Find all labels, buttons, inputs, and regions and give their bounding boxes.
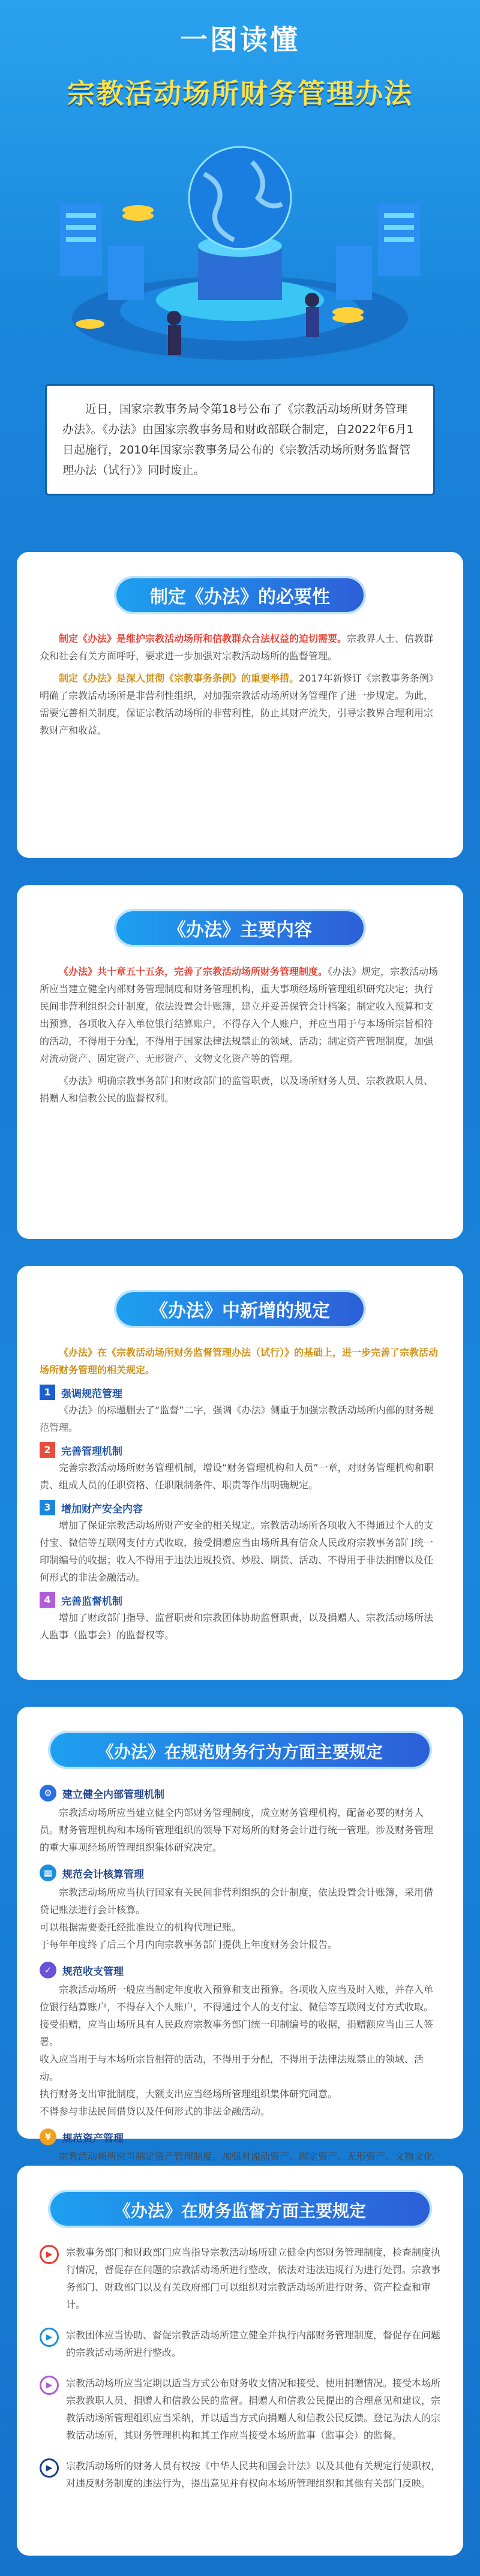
section-title-financial-conduct: 《办法》在规范财务行为方面主要规定 [48, 1731, 432, 1769]
play-icon: ▶ [40, 2328, 59, 2347]
conduct-item-text: 宗教活动场所应当制定资产管理制度，加强对流动资产、固定资产、无形资产、文物文化 [59, 2151, 434, 2162]
number-badge: 2 [40, 1442, 55, 1458]
section-title-necessity: 制定《办法》的必要性 [114, 576, 366, 614]
conduct-item-title: 规范会计核算管理 [62, 1868, 144, 1881]
globe-server-illustration [36, 120, 444, 378]
gear-icon: ⚙ [40, 1785, 56, 1802]
new-rules-highlight: 《办法》在《宗教活动场所财务监督管理办法（试行）》的基础上，进一步完善了宗教活动场所财务管理的相关规定。 [40, 1347, 439, 1376]
section-new-rules [17, 1266, 463, 1680]
necessity-para-1 [40, 630, 440, 665]
number-badge: 4 [40, 1592, 55, 1608]
new-rule-title: 增加财产安全内容 [61, 1503, 143, 1515]
new-rule-text: 增加了财政部门指导、监督职责和宗教团体协助监督职责，以及捐赠人、宗教活动场所法人监事（监事会）的监督权等。 [40, 1612, 434, 1641]
necessity-body-2: 2017年新修订《宗教事务条例》明确了宗教活动场所是非营利性组织，对加强宗教活动场所财务管理作了进一步规定。为此，需要完善相关制度，保证宗教活动场所的非营利性，防止其财产流失，引导宗教界合理利用宗教财产和收益。 [40, 672, 439, 736]
conduct-item-text: 宗教活动场所应当执行国家有关民间非营利组织的会计制度，依法设置会计账簿，采用借贷记账法进行会计核算。 可以根据需要委托经批准设立的机构代理记账。 于每年年度终了后三个月内向宗教事务部门提供上年度财务会计报告。 [40, 1887, 434, 1950]
new-rule-item [40, 1442, 440, 1494]
new-rules-intro [40, 1344, 440, 1379]
supervision-text: 宗教事务部门和财政部门应当指导宗教活动场所建立健全内部财务管理制度，检查制度执行情况，督促存在问题的宗教活动场所进行整改，依法对违法违规行为进行处罚。宗教事务部门、财政部门以及有关政府部门可以组织对宗教活动场所进行财务、资产检查和审计。 [66, 2247, 441, 2310]
conduct-item-text: 宗教活动场所一般应当制定年度收入预算和支出预算。各项收入应当及时入账，并存入单位银行结算账户，不得存入个人账户，不得通过个人的支付宝、微信等互联网支付方式收取。 接受捐赠，应当由场所具有人民政府宗教事务部门统一印制编号的收据，捐赠额应当由三人签署。 收入应当用于与本场所宗旨相符的活动，不得用于分配，不得用于法律法规禁止的领域、活动。 执行财务支出审批制度，大额支出应当经场所管理组织集体研究同意。 不得参与非法民间借贷以及任何形式的非法金融活动。 [40, 1984, 434, 2117]
section-necessity [17, 552, 463, 858]
play-icon: ▶ [40, 2458, 59, 2478]
conduct-item-title: 建立健全内部管理机制 [62, 1788, 164, 1801]
section-supervision [17, 2166, 463, 2556]
play-icon: ▶ [40, 2245, 59, 2264]
new-rule-item [40, 1500, 440, 1586]
main-content-para-1 [40, 963, 440, 1067]
new-rule-text: 完善宗教活动场所财务管理机制，增设“财务管理机构和人员”一章，对财务管理机构和职责、组成人员的任职资格、任职限制条件、职责等作出明确规定。 [40, 1462, 434, 1491]
section-title-new-rules: 《办法》中新增的规定 [114, 1290, 366, 1328]
conduct-item-title: 规范收支管理 [62, 1965, 124, 1978]
supervision-text: 宗教活动场所应当定期以适当方式公布财务收支情况和接受、使用捐赠情况。接受本场所宗教教职人员、捐赠人和信教公民的监督。捐赠人和信教公民提出的合理意见和建议，宗教活动场所管理组织应当采纳，并以适当方式向捐赠人和信教公民反馈。登记为法人的宗教活动场所，其财务管理机构和其工作应当接受本场所监事（监事会）的监督。 [66, 2377, 441, 2441]
main-content-body-1: 《办法》规定，宗教活动场所应当建立健全内部财务管理制度和财务管理机构，重大事项经场所管理组织研究决定；执行民间非营利组织会计制度，依法设置会计账簿，建立并妥善保管会计档案；制定收入预算和支出预算，各项收入存入单位银行结算账户，不得存入个人账户，并应当用于与本场所宗旨相符的活动，不得用于分配，不得用于国家法律法规禁止的领域、活动；制定资产管理制度，加强对流动资产、固定资产、无形资产、文物文化资产等的管理。 [40, 966, 439, 1064]
play-icon: ▶ [40, 2376, 59, 2395]
section-main-content [17, 885, 463, 1239]
section-financial-conduct [17, 1707, 463, 2162]
coin-icon: ¥ [40, 2128, 56, 2145]
new-rule-text: 《办法》的标题删去了“监督”二字，强调《办法》侧重于加强宗教活动场所内部的财务规范管理。 [40, 1404, 434, 1433]
new-rule-title: 完善监督机制 [61, 1595, 122, 1608]
supervision-text: 宗教团体应当协助、督促宗教活动场所建立健全并执行内部财务管理制度，督促存在问题的宗教活动场所进行整改。 [66, 2329, 441, 2358]
section-title-main-content: 《办法》主要内容 [114, 909, 366, 947]
number-badge: 1 [40, 1385, 55, 1400]
main-content-highlight: 《办法》共十章五十五条，完善了宗教活动场所财务管理制度。 [59, 966, 328, 977]
supervision-item [40, 2457, 440, 2492]
section-title-supervision: 《办法》在财务监督方面主要规定 [48, 2190, 432, 2228]
new-rule-item [40, 1592, 440, 1644]
supervision-item [40, 2374, 440, 2444]
supervision-item [40, 2326, 440, 2361]
hero-banner [0, 0, 480, 528]
check-icon: ✓ [40, 1962, 56, 1978]
supervision-text: 宗教活动场所的财务人员有权按《中华人民共和国会计法》以及其他有关规定行使职权，对违反财务制度的违法行为，提出意见并有权向本场所管理组织和其他有关部门反映。 [66, 2460, 441, 2489]
new-rule-text: 增加了保证宗教活动场所财产安全的相关规定。宗教活动场所各项收入不得通过个人的支付宝、微信等互联网支付方式收取，接受捐赠应当由场所具有信众人民政府宗教事务部门统一印制编号的收据；收入不得用于违法违规投资、炒股、期货、活动、不得用于非法捐赠以及任何形式的非法金融活动。 [40, 1520, 434, 1583]
necessity-para-2 [40, 669, 440, 739]
calculator-icon: ▦ [40, 1865, 56, 1881]
necessity-highlight-1: 制定《办法》是维护宗教活动场所和信教群众合法权益的迫切需要。 [59, 633, 347, 644]
necessity-body-1: 宗教界人士、信教群众和社会有关方面呼吁，要求进一步加强对宗教活动场所的监督管理。 [40, 633, 434, 662]
new-rule-title: 强调规范管理 [61, 1388, 122, 1400]
conduct-item-text: 宗教活动场所应当建立健全内部财务管理制度，成立财务管理机构，配备必要的财务人员。财务管理机构和本场所管理组织的领导下对场所的财务会计进行统一管理。涉及财务管理的重大事项经场所管理组织集体研究决定。 [40, 1807, 434, 1853]
new-rule-title: 完善管理机制 [61, 1445, 122, 1458]
top-title: 一图读懂 [180, 23, 300, 56]
number-badge: 3 [40, 1500, 55, 1515]
main-content-para-2: 《办法》明确宗教事务部门和财政部门的监管职责，以及场所财务人员、宗教教职人员、捐赠人和信教公民的监督权利。 [40, 1075, 434, 1104]
new-rule-item [40, 1385, 440, 1436]
conduct-item-title: 规范资产管理 [62, 2132, 124, 2145]
intro-text: 近日，国家宗教事务局令第18号公布了《宗教活动场所财务管理办法》。《办法》由国家宗教事务局和财政部联合制定，自2022年6月1日起施行，2010年国家宗教事务局公布的《宗教活动场所财务监督管理办法（试行）》同时废止。 [45, 384, 435, 496]
main-title: 宗教活动场所财务管理办法 [67, 77, 413, 110]
necessity-highlight-2: 制定《办法》是深入贯彻《宗教事务条例》的重要举措。 [59, 672, 299, 684]
supervision-item [40, 2244, 440, 2313]
